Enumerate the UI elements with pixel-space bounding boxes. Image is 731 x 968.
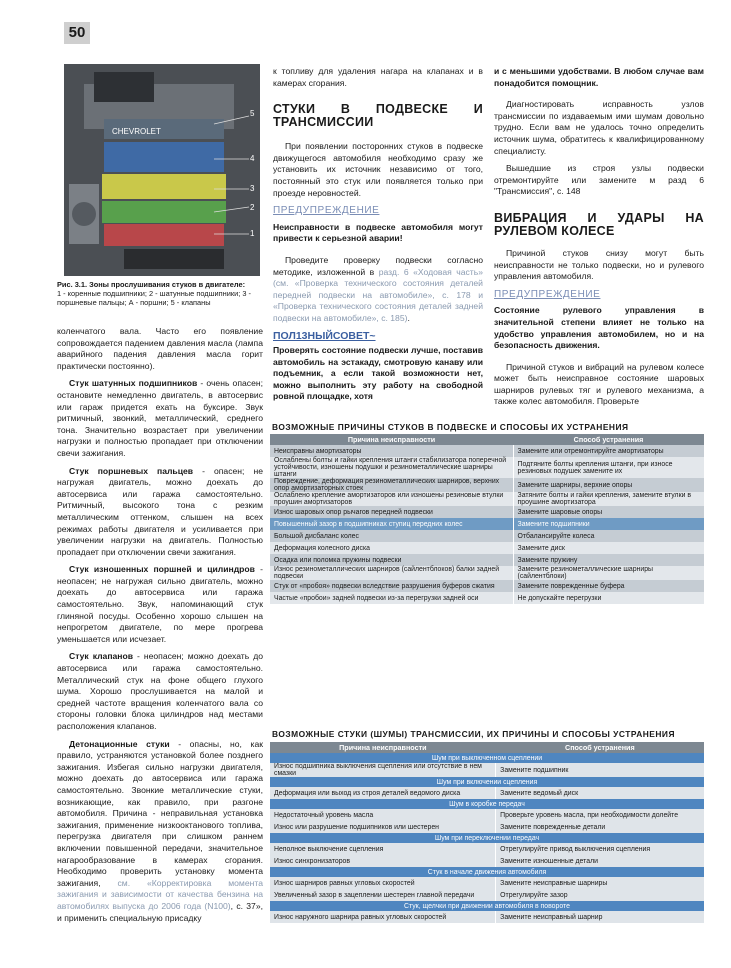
table1-title: ВОЗМОЖНЫЕ ПРИЧИНЫ СТУКОВ В ПОДВЕСКЕ И СПОСОБЫ ИХ УСТРАНЕНИЯ — [272, 422, 629, 432]
cause-cell: Недостаточный уровень масла — [270, 809, 496, 821]
col3-paragraph: Диагностировать исправность узлов трансмиссии по издаваемым ими шумам довольно трудно. Если вам не удалось точно определить источник шума, обратитесь к квалифицированному специалисту. — [494, 99, 704, 156]
remedy-cell: Замените неисправные шарниры — [496, 877, 704, 889]
cause-cell: Износ наружного шарнира равных угловых скоростей — [270, 911, 496, 923]
table-row — [270, 566, 704, 580]
remedy-cell: Замените резинометаллические шарниры (сайлентблоки) — [513, 566, 704, 580]
cause-cell: Износ синхронизаторов — [270, 855, 496, 867]
remedy-cell: Замените ведомый диск — [496, 787, 704, 799]
remedy-cell: Подтяните болты крепления штанги, при износе резиновых подушек замените их — [513, 457, 704, 478]
table-row — [270, 821, 704, 833]
section-title: Шум в коробке передач — [270, 799, 704, 809]
cause-cell: Износ резинометаллических шарниров (сайлентблоков) балки задней подвески — [270, 566, 513, 580]
callout-2: 2 — [250, 203, 255, 212]
section-title: Шум при включении сцепления — [270, 777, 704, 787]
table-row — [270, 478, 704, 492]
column-3 — [494, 66, 704, 414]
remedy-cell: Замените диск — [513, 542, 704, 554]
page-number: 50 — [64, 22, 90, 44]
table-row — [270, 763, 704, 777]
remedy-cell: Замените подшипник — [496, 763, 704, 777]
table2-header: Причина неисправности — [270, 742, 496, 753]
table-row — [270, 787, 704, 799]
remedy-cell: Отрегулируйте привод выключения сцепления — [496, 843, 704, 855]
remedy-cell: Замените поврежденные детали — [496, 821, 704, 833]
cause-cell: Увеличенный зазор в зацеплении шестерен главной передачи — [270, 889, 496, 901]
engine-figure — [64, 64, 260, 276]
cause-cell: Ослаблены болты и гайки крепления штанги стабилизатора поперечной устойчивости, изношены подушки и резинометаллические шарниры штанги — [270, 457, 513, 478]
remedy-cell: Замените пружину — [513, 554, 704, 566]
warning-text: Неисправности в подвеске автомобиля могут привести к серьезной аварии! — [273, 221, 483, 244]
remedy-cell: Замените или отремонтируйте амортизаторы — [513, 445, 704, 457]
remedy-cell: Замените неисправный шарнир — [496, 911, 704, 923]
remedy-cell: Не допускайте перегрузки — [513, 592, 704, 604]
remedy-cell: Замените поврежденные буфера — [513, 580, 704, 592]
suspension-noise-table — [270, 434, 704, 604]
col1-paragraph: коленчатого вала. Часто его появление сопровождается падением давления масла (лампа аварийного падения давления масла горит практически постоянно). — [57, 326, 263, 371]
remedy-cell: Проверьте уровень масла, при необходимости долейте — [496, 809, 704, 821]
section-heading: СТУКИ В ПОДВЕСКЕ И ТРАНСМИССИИ — [273, 102, 483, 130]
col1-paragraph: Стук клапанов - неопасен; можно доехать до автосервиса или гаража самостоятельно. Металлический стук на фоне общего глухого шума. Хорошо прослушивается на малой и средней частоте вращения коленчатого вала со стороны головки блока цилиндров над местами расположения клапанов. — [57, 651, 263, 731]
cause-cell: Износ или разрушение подшипников или шестерен — [270, 821, 496, 833]
col3-paragraph: Причиной стуков и вибраций на рулевом колесе может быть неисправное состояние шаровых шарниров рулевых тяг и рулевого механизма, а также колес автомобиля. Проверьте — [494, 361, 704, 407]
cause-cell: Деформация или выход из строя деталей ведомого диска — [270, 787, 496, 799]
table1-header: Причина неисправности — [270, 434, 513, 445]
callout-1: 1 — [250, 229, 255, 238]
engine-label: CHEVROLET — [112, 127, 161, 136]
transmission-noise-table — [270, 742, 704, 923]
table-row — [270, 911, 704, 923]
cause-cell: Повышенный зазор в подшипниках ступиц передних колес — [270, 518, 513, 530]
table-section-row — [270, 753, 704, 763]
col1-paragraph: Стук поршневых пальцев - опасен; не нагружая двигатель, можно доехать до автосервиса или гаража самостоятельно. Ритмичный, высокого тона с резким металлическим оттенком, слышен на всех режимах работы двигателя и усиливается при увеличении нагрузки на двигатель. Полностью пропадает при отключении свечи зажигания. — [57, 465, 263, 557]
col2-paragraph: При появлении посторонних стуков в подвеске движущегося автомобиля необходимо сразу же установить их источник независимо от того, постоянный это стук или появляется только при проезде неровностей. — [273, 141, 483, 198]
column-2 — [273, 66, 483, 409]
table-row — [270, 554, 704, 566]
warning-label: ПРЕДУПРЕЖДЕНИЕ — [273, 205, 380, 217]
remedy-cell: Замените шарниры, верхние опоры — [513, 478, 704, 492]
cause-cell: Большой дисбаланс колес — [270, 530, 513, 542]
section-title: Шум при выключенном сцеплении — [270, 753, 704, 763]
col2-paragraph: Проведите проверку подвески согласно методике, изложенной в разд. 6 «Ходовая часть» (см. «Проверка технического состояния деталей передней подвески на автомобиле», с. 178 и «Проверка технического состояния деталей задней подвески на автомобиле», с. 185). — [273, 254, 483, 323]
table-row — [270, 592, 704, 604]
table-row — [270, 580, 704, 592]
table-row — [270, 877, 704, 889]
table-row — [270, 506, 704, 518]
col1-paragraph: Детонационные стуки - опасны, но, как правило, устраняются установкой более позднего зажигания. Избегая сильно нагрузки двигателя, можно доехать до автосервиса или гаража самостоятельно. Звонкие металлические стуки, возникающие, как правило, при разгоне автомобиля. Причина - неправильная установка зажигания, применение низкооктанового топлива, перегрузка двигателя при слишком раннем включении повышенной передачи, значительное нагарообразование в камерах сгорания. Необходимо проверить установку момента зажигания, см. «Корректировка момента зажигания и зависимости от качества бензина на автомобилях выпуска до 2006 года (N100), с. 37», и применить специальную присадку — [57, 738, 264, 923]
col1-paragraph: Стук шатунных подшипников - очень опасен; остановите немедленно двигатель, в автосервис или гараж придется ехать на буксире. Звук ритмичный, звонкий, металлический, среднего тона. Значительно возрастает при увеличении нагрузки и полностью пропадает при отключении свечи зажигания. — [57, 378, 263, 458]
section-title: Шум при переключении передач — [270, 833, 704, 843]
col3-paragraph: Вышедшие из строя узлы подвески отремонтируйте или замените м разд 6 "Трансмиссия", с. 148 — [494, 163, 704, 197]
tip-label: ПОЛ13НЫЙСОВЕТ~ — [273, 329, 376, 342]
tip-text: Проверять состояние подвески лучше, поставив автомобиль на эстакаду, смотровую канаву или подъемник, а если такой возможности нет, можно выполнить эту работу на свободной ровной площадке, хотя — [273, 345, 483, 402]
table-row — [270, 530, 704, 542]
caption-body: 1 - коренные подшипники; 2 - шатунные подшипники; 3 - поршневые пальцы; А - поршни; 5 - клапаны — [57, 289, 251, 307]
cause-cell: Неполное выключение сцепления — [270, 843, 496, 855]
warning-label: ПРЕДУПРЕЖДЕНИЕ — [494, 288, 601, 300]
cause-cell: Износ подшипника выключения сцепления или отсутствие в нем смазки — [270, 763, 496, 777]
figure-caption — [57, 280, 267, 307]
remedy-cell: Отбалансируйте колеса — [513, 530, 704, 542]
warning-text: Состояние рулевого управления в значительной степени влияет не только на удобство управления автомобилем, но и на безопасность движения. — [494, 305, 704, 351]
cross-reference-link[interactable]: разд. 6 «Ходовая часть» (см. «Проверка технического состояния деталей передней подвески на автомобиле», с. 178 и «Проверка технического состояния деталей задней подвески на автомобиле», с. 185) — [273, 266, 483, 323]
table1-header: Способ устранения — [513, 434, 704, 445]
table-row — [270, 855, 704, 867]
table-row — [270, 457, 704, 478]
remedy-cell: Замените шаровые опоры — [513, 506, 704, 518]
table-row — [270, 492, 704, 506]
col1-paragraph: Стук изношенных поршней и цилиндров - неопасен; не нагружая сильно двигатель, можно доехать до автосервиса или гаража самостоятельно. Звук, напоминающий стук глиняной посуды. Особенно хорошо слышен на непрогретом двигателе, по мере прогрева уменьшается или исчезает. — [57, 564, 264, 644]
table-row — [270, 518, 704, 530]
callout-4: 4 — [250, 154, 255, 163]
section-heading: ВИБРАЦИЯ И УДАРЫ НА РУЛЕВОМ КОЛЕСЕ — [494, 210, 704, 238]
section-title: Стук, щелчки при движении автомобиля в повороте — [270, 901, 704, 911]
col3-paragraph: Причиной стуков снизу могут быть неисправности не только подвески, но и рулевого управления автомобиля. — [494, 247, 704, 282]
cause-cell: Частые «пробои» задней подвески из-за перегрузки задней оси — [270, 592, 513, 604]
cause-cell: Осадка или поломка пружины подвески — [270, 554, 513, 566]
callout-3: 3 — [250, 184, 255, 193]
table-row — [270, 843, 704, 855]
section-title: Стук в начале движения автомобиля — [270, 867, 704, 877]
table-row — [270, 809, 704, 821]
cause-cell: Деформация колесного диска — [270, 542, 513, 554]
table-row — [270, 542, 704, 554]
cross-reference-link[interactable]: см. «Корректировка момента зажигания и зависимости от качества бензина на автомобилях выпуска до 2006 года (N100) — [57, 877, 263, 911]
callout-5: 5 — [250, 109, 255, 118]
cause-cell: Износ шаровых опор рычагов передней подвески — [270, 506, 513, 518]
table2-header: Способ устранения — [496, 742, 704, 753]
remedy-cell: Затяните болты и гайки крепления, замените втулки в проушине амортизатора — [513, 492, 704, 506]
column-1 — [57, 326, 263, 930]
remedy-cell: Замените изношенные детали — [496, 855, 704, 867]
cause-cell: Ослаблено крепление амортизаторов или изношены резиновые втулки проушин амортизаторов — [270, 492, 513, 506]
table-section-row — [270, 901, 704, 911]
table-section-row — [270, 777, 704, 787]
table-row — [270, 889, 704, 901]
cause-cell: Износ шарниров равных угловых скоростей — [270, 877, 496, 889]
cause-cell: Повреждение, деформация резинометаллических шарниров, верхних опор амортизаторных стоек — [270, 478, 513, 492]
table-section-row — [270, 867, 704, 877]
col2-paragraph: к топливу для удаления нагара на клапанах и в камерах сгорания. — [273, 66, 483, 88]
table-row — [270, 445, 704, 457]
cause-cell: Неисправны амортизаторы — [270, 445, 513, 457]
remedy-cell: Замените подшипники — [513, 518, 704, 530]
remedy-cell: Отрегулируйте зазор — [496, 889, 704, 901]
table-section-row — [270, 799, 704, 809]
table-section-row — [270, 833, 704, 843]
caption-title: Рис. 3.1. Зоны прослушивания стуков в двигателе: — [57, 280, 246, 289]
table2-title: ВОЗМОЖНЫЕ СТУКИ (ШУМЫ) ТРАНСМИССИИ, ИХ ПРИЧИНЫ И СПОСОБЫ УСТРАНЕНИЯ — [272, 729, 675, 739]
engine-illustration — [64, 64, 260, 276]
cause-cell: Стук от «пробоя» подвески вследствие разрушения буферов сжатия — [270, 580, 513, 592]
col3-paragraph: и с меньшими удобствами. В любом случае вам понадобится помощник. — [494, 66, 704, 88]
